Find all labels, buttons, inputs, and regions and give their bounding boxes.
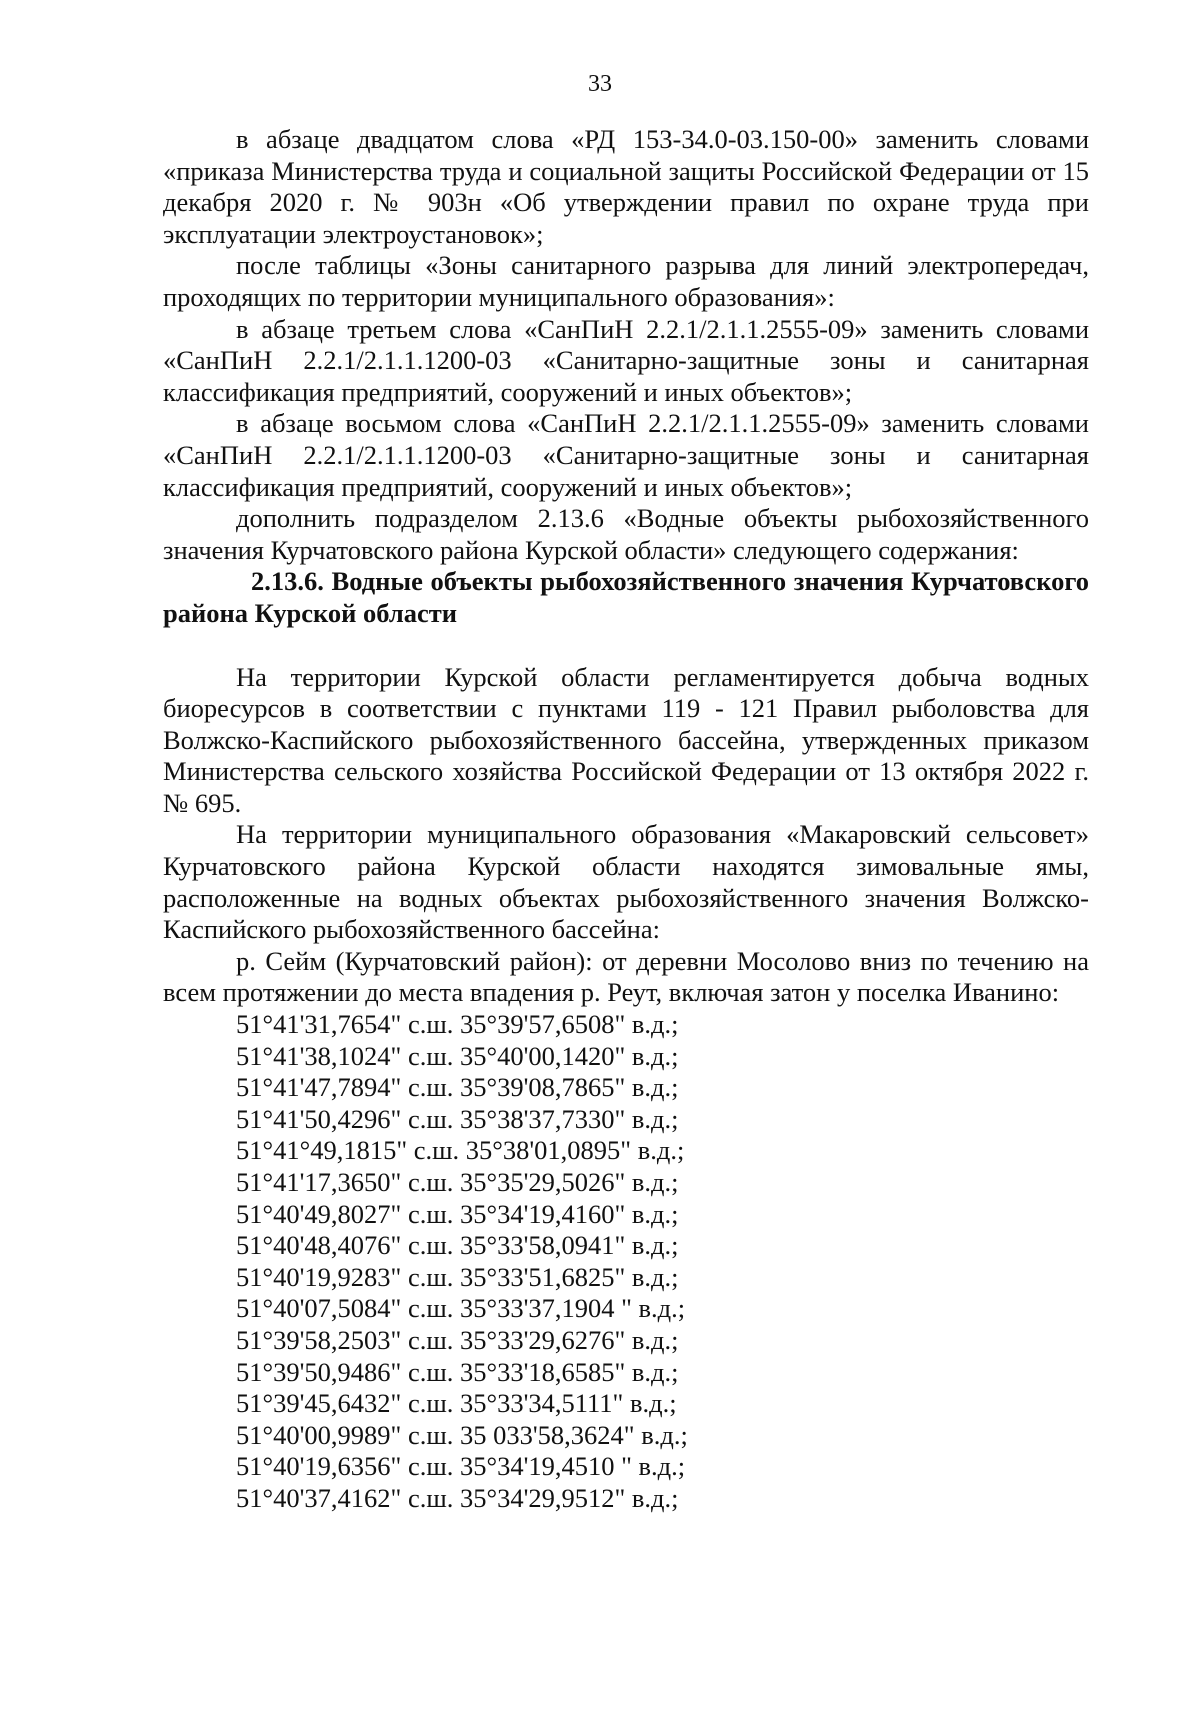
paragraph-wintering-pits: На территории муниципального образования «Макаровский сельсовет» Курчатовского района Курской области находятся зимовальные ямы, расположенные на водных объектах рыбохозяйственного значения Волжско-Каспийского рыбохозяйственного бассейна: bbox=[163, 819, 1089, 945]
coordinate-item: 51°40'19,9283" с.ш. 35°33'51,6825" в.д.; bbox=[236, 1261, 679, 1292]
coordinate-item: 51°40'19,6356" с.ш. 35°34'19,4510 " в.д.; bbox=[236, 1451, 686, 1482]
coordinate-item: 51°39'58,2503" с.ш. 35°33'29,6276" в.д.; bbox=[236, 1324, 679, 1355]
spacer bbox=[163, 630, 1089, 662]
paragraph-add-subsection: дополнить подразделом 2.13.6 «Водные объекты рыбохозяйственного значения Курчатовского района Курской области» следующего содержания: bbox=[163, 503, 1089, 565]
paragraph-regulation: На территории Курской области регламентируется добыча водных биоресурсов в соответствии с пунктами 119 - 121 Правил рыболовства для Волжско-Каспийского рыбохозяйственного бассейна, утвержденных приказом Министерства сельского хозяйства Российской Федерации от 13 октября 2022 г. № 695. bbox=[163, 661, 1089, 818]
paragraph-after-table: после таблицы «Зоны санитарного разрыва для линий электропередач, проходящих по территории муниципального образования»: bbox=[163, 250, 1089, 312]
coordinate-item: 51°41'17,3650" с.ш. 35°35'29,5026" в.д.; bbox=[236, 1167, 679, 1197]
coordinate-item: 51°40'37,4162" с.ш. 35°34'29,9512" в.д.; bbox=[236, 1482, 679, 1513]
coordinate-item: 51°41°49,1815" с.ш. 35°38'01,0895" в.д.; bbox=[236, 1135, 685, 1166]
coordinate-item: 51°39'45,6432" с.ш. 35°33'34,5111" в.д.; bbox=[236, 1388, 677, 1419]
coordinate-item: 51°40'07,5084" с.ш. 35°33'37,1904 " в.д.; bbox=[236, 1293, 686, 1324]
coordinate-item: 51°39'50,9486" с.ш. 35°33'18,6585" в.д.; bbox=[236, 1356, 679, 1387]
page-number: 33 bbox=[588, 71, 612, 97]
section-heading: 2.13.6. Водные объекты рыбохозяйственного значения Курчатовского района Курской области bbox=[163, 566, 1089, 628]
paragraph-amendment-20: в абзаце двадцатом слова «РД 153-34.0-03.150-00» заменить словами «приказа Министерства труда и социальной защиты Российской Федерации от 15 декабря 2020 г. № 903н «Об утверждении правил по охране труда при эксплуатации электроустановок»; bbox=[163, 124, 1089, 249]
coordinate-item: 51°41'31,7654" с.ш. 35°39'57,6508" в.д.; bbox=[236, 1009, 679, 1040]
paragraph-amendment-8: в абзаце восьмом слова «СанПиН 2.2.1/2.1.1.2555-09» заменить словами «СанПиН 2.2.1/2.1.1.1200-03 «Санитарно-защитные зоны и санитарная классификация предприятий, сооружений и иных объектов»; bbox=[163, 408, 1089, 502]
document-body bbox=[163, 124, 1089, 1515]
coordinate-item: 51°41'50,4296" с.ш. 35°38'37,7330" в.д.; bbox=[236, 1103, 679, 1134]
coordinate-item: 51°41'47,7894" с.ш. 35°39'08,7865" в.д.; bbox=[236, 1072, 679, 1103]
paragraph-amendment-3: в абзаце третьем слова «СанПиН 2.2.1/2.1.1.2555-09» заменить словами «СанПиН 2.2.1/2.1.1.1200-03 «Санитарно-защитные зоны и санитарная классификация предприятий, сооружений и иных объектов»; bbox=[163, 313, 1089, 407]
coordinates-list bbox=[163, 1009, 1089, 1515]
coordinate-item: 51°40'48,4076" с.ш. 35°33'58,0941" в.д.; bbox=[236, 1230, 679, 1261]
coordinate-item: 51°40'49,8027" с.ш. 35°34'19,4160" в.д.; bbox=[236, 1198, 679, 1229]
paragraph-river-seym: р. Сейм (Курчатовский район): от деревни Мосолово вниз по течению на всем протяжении до места впадения р. Реут, включая затон у поселка Иванино: bbox=[163, 945, 1089, 1008]
coordinate-item: 51°40'00,9989" с.ш. 35 033'58,3624" в.д.; bbox=[236, 1419, 688, 1450]
coordinate-item: 51°41'38,1024" с.ш. 35°40'00,1420" в.д.; bbox=[236, 1040, 679, 1071]
